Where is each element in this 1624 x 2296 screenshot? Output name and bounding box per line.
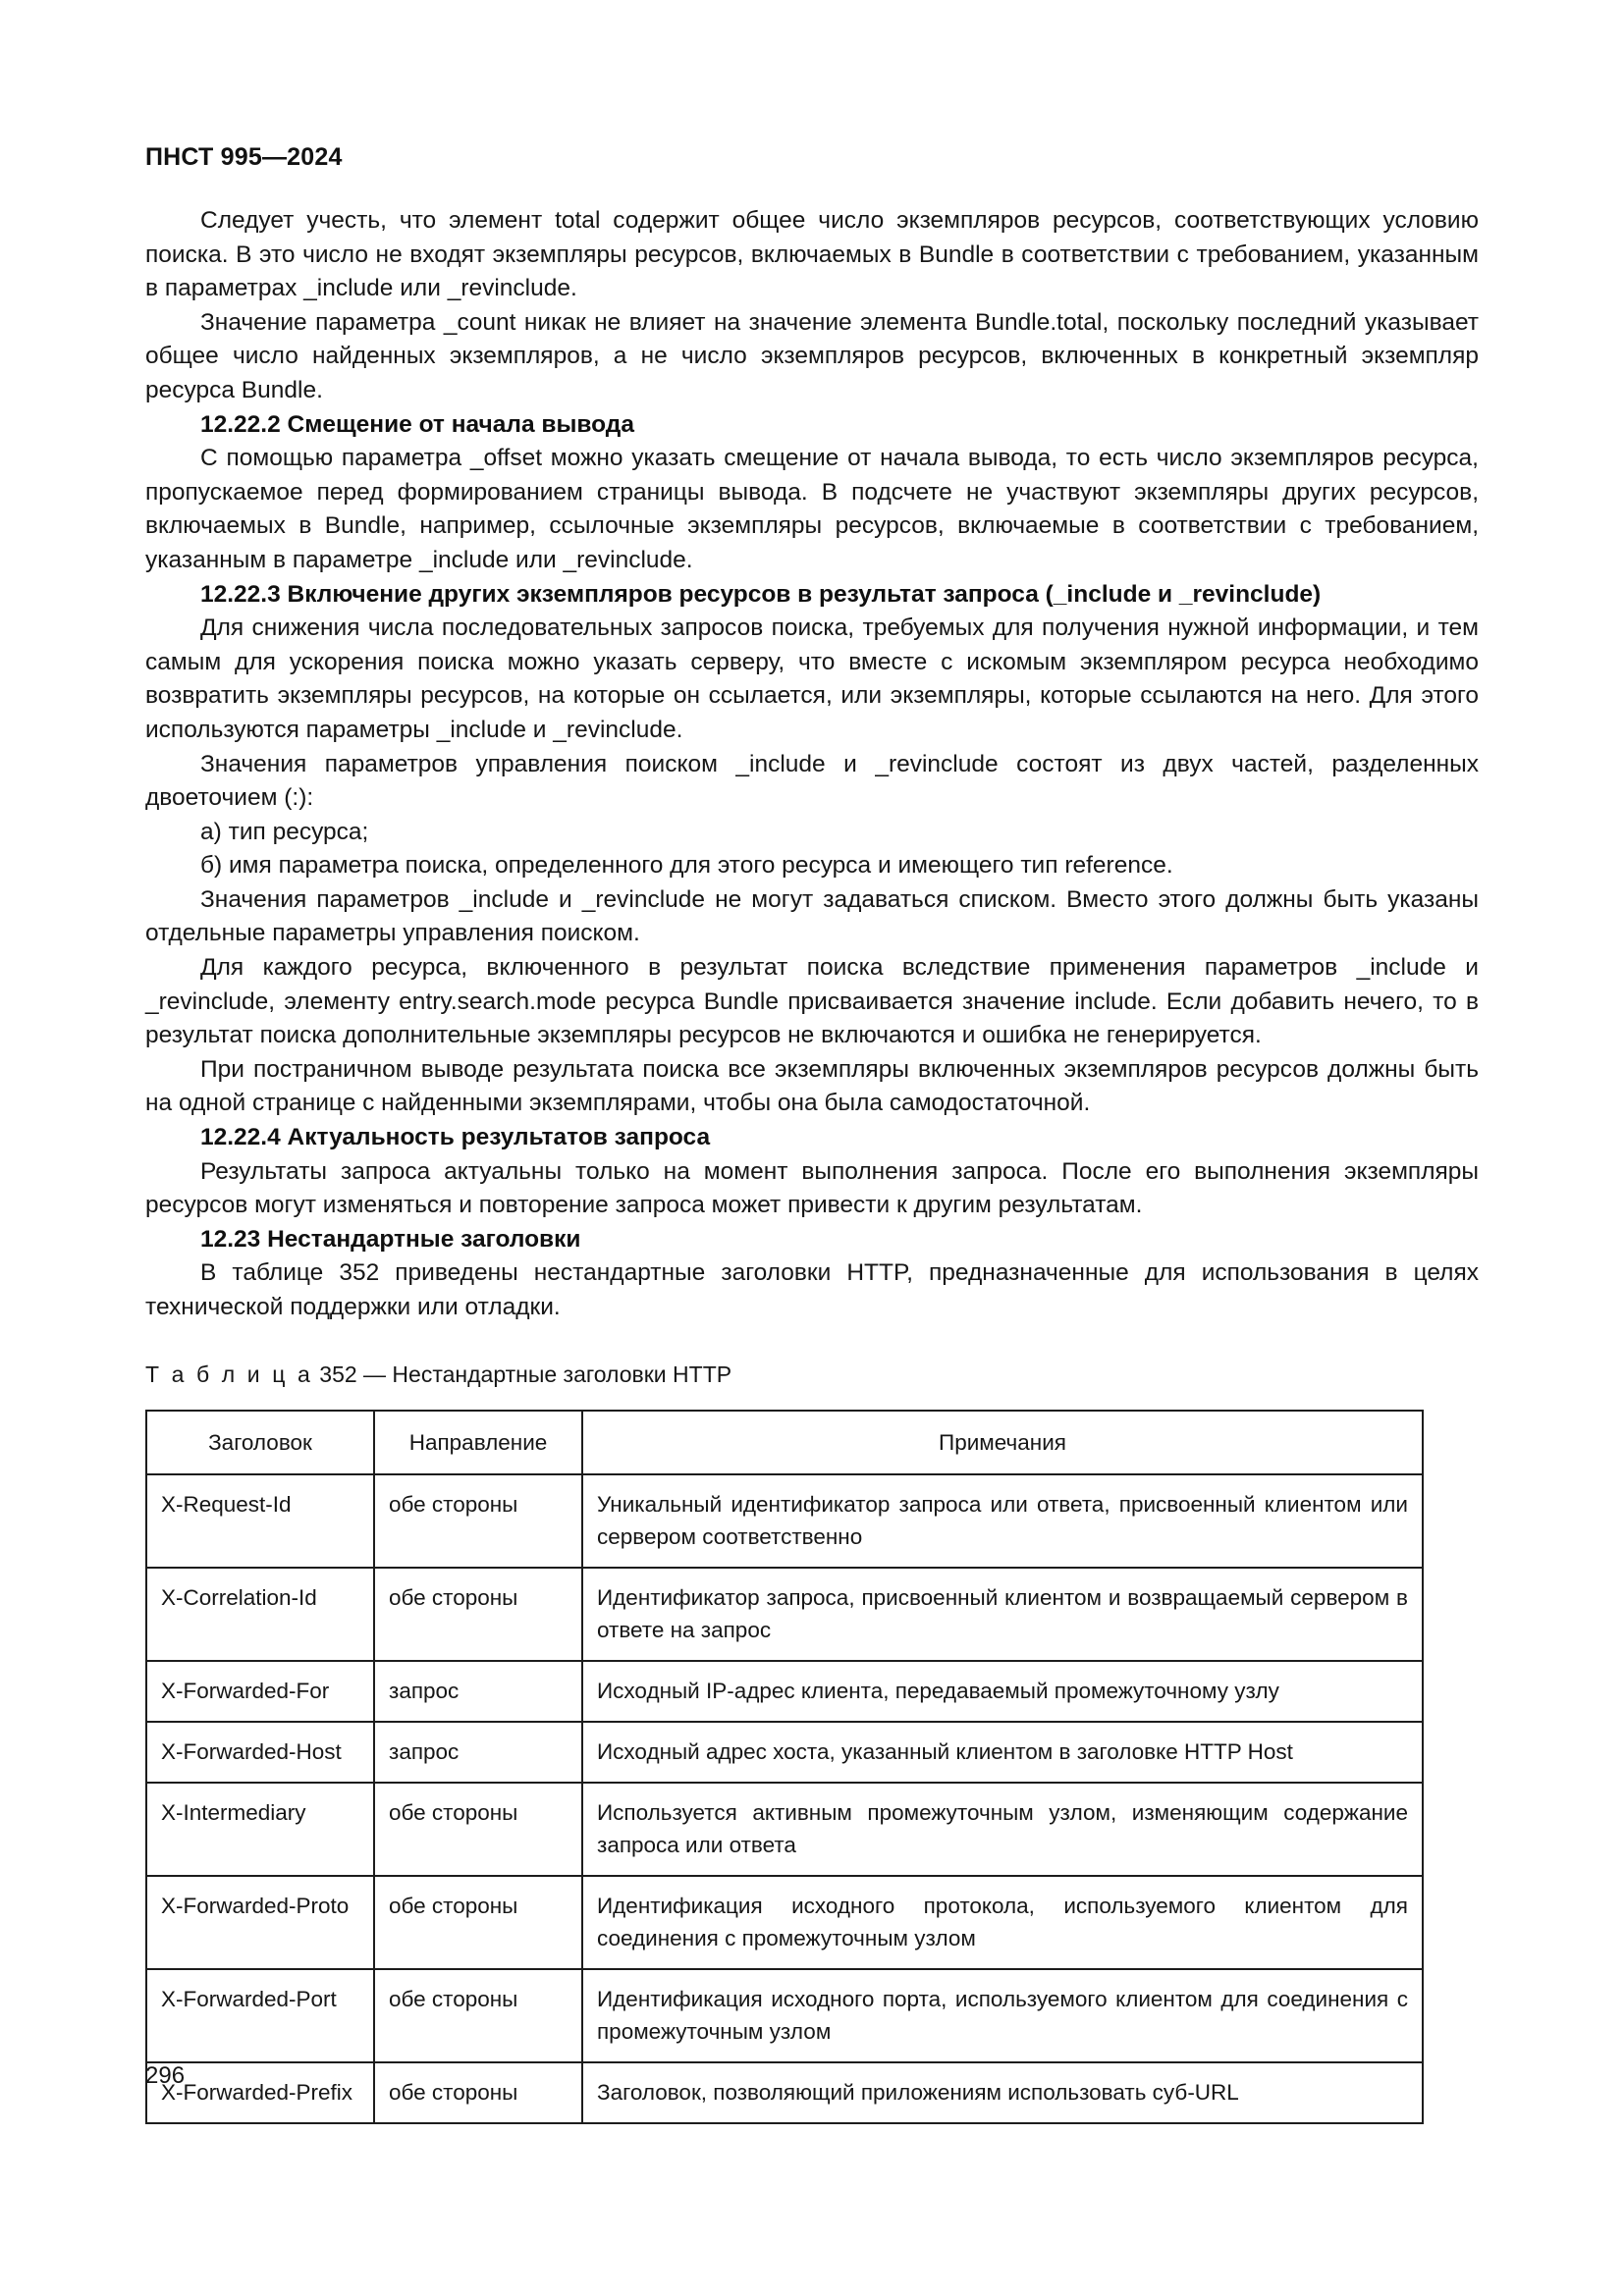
cell-header-name: X-Forwarded-Prefix: [146, 2062, 374, 2123]
table-caption: [145, 1325, 1479, 1406]
cell-notes: Идентификация исходного порта, используемого клиентом для соединения с промежуточным узлом: [582, 1969, 1423, 2062]
table-body: [146, 1474, 1423, 2123]
table-row: [146, 1783, 1423, 1876]
column-header-direction: Направление: [374, 1411, 582, 1474]
cell-notes: Исходный адрес хоста, указанный клиентом в заголовке HTTP Host: [582, 1722, 1423, 1783]
cell-header-name: X-Forwarded-Proto: [146, 1876, 374, 1969]
section-heading: 12.22.2 Смещение от начала вывода: [200, 410, 634, 438]
column-header-notes: Примечания: [582, 1411, 1423, 1474]
paragraph-list: [145, 204, 1479, 1325]
body-paragraph: Значения параметров _include и _revinclude не могут задаваться списком. Вместо этого должны быть указаны отдельные параметры управления поиском.: [145, 885, 1479, 947]
cell-header-name: X-Intermediary: [146, 1783, 374, 1876]
column-header-name: Заголовок: [146, 1411, 374, 1474]
table-caption-label: Т а б л и ц а: [145, 1361, 313, 1387]
cell-notes: Идентификатор запроса, присвоенный клиентом и возвращаемый сервером в ответе на запрос: [582, 1568, 1423, 1661]
table-row: [146, 1568, 1423, 1661]
cell-notes: Используется активным промежуточным узлом, изменяющим содержание запроса или ответа: [582, 1783, 1423, 1876]
body-paragraph: В таблице 352 приведены нестандартные заголовки HTTP, предназначенные для использования в целях технической поддержки или отладки.: [145, 1259, 1479, 1320]
table-header-row: [146, 1411, 1423, 1474]
table-caption-text: 352 — Нестандартные заголовки HTTP: [319, 1361, 732, 1387]
cell-notes: Идентификация исходного протокола, используемого клиентом для соединения с промежуточным узлом: [582, 1876, 1423, 1969]
cell-notes: Исходный IP-адрес клиента, передаваемый промежуточному узлу: [582, 1661, 1423, 1722]
cell-header-name: X-Forwarded-For: [146, 1661, 374, 1722]
section-heading: 12.22.4 Актуальность результатов запроса: [200, 1124, 711, 1151]
http-headers-table: [145, 1410, 1424, 2124]
section-heading: 12.22.3 Включение других экземпляров ресурсов в результат запроса (_include и _revinclude): [200, 580, 1322, 608]
body-paragraph: Для каждого ресурса, включенного в результат поиска вследствие применения параметров _include и _revinclude, элементу entry.search.mode ресурса Bundle присваивается значение include. Если добавить нечего, то в результат поиска дополнительные экземпляры ресурсов не включаются и ошибка не генерируется.: [145, 954, 1479, 1049]
table-row: [146, 1969, 1423, 2062]
section-heading: 12.23 Нестандартные заголовки: [200, 1225, 581, 1253]
cell-direction: обе стороны: [374, 1474, 582, 1568]
table-row: [146, 1474, 1423, 1568]
cell-direction: запрос: [374, 1722, 582, 1783]
cell-notes: Уникальный идентификатор запроса или ответа, присвоенный клиентом или сервером соответственно: [582, 1474, 1423, 1568]
body-paragraph: Следует учесть, что элемент total содержит общее число экземпляров ресурсов, соответствующих условию поиска. В это число не входят экземпляры ресурсов, включаемых в Bundle в соответствии с требованием, указанным в параметрах _include или _revinclude.: [145, 207, 1479, 302]
document-body: [145, 204, 1479, 2124]
cell-header-name: X-Forwarded-Host: [146, 1722, 374, 1783]
body-paragraph: Результаты запроса актуальны только на момент выполнения запроса. После его выполнения экземпляры ресурсов могут изменяться и повторение запроса может привести к другим результатам.: [145, 1157, 1479, 1219]
cell-direction: обе стороны: [374, 1876, 582, 1969]
cell-direction: обе стороны: [374, 1783, 582, 1876]
body-paragraph: С помощью параметра _offset можно указать смещение от начала вывода, то есть число экземпляров ресурса, пропускаемое перед формированием страницы вывода. В подсчете не участвуют экземпляры других ресурсов, включаемых в Bundle, например, ссылочные экземпляры ресурсов, включаемые в соответствии с требованием, указанным в параметре _include или _revinclude.: [145, 445, 1479, 573]
cell-header-name: X-Correlation-Id: [146, 1568, 374, 1661]
body-paragraph: Для снижения числа последовательных запросов поиска, требуемых для получения нужной информации, и тем самым для ускорения поиска можно указать серверу, что вместе с искомым экземпляром ресурса необходимо возвратить экземпляры ресурсов, на которые он ссылается, или экземпляры, которые ссылаются на него. Для этого используются параметры _include и _revinclude.: [145, 614, 1479, 743]
cell-header-name: X-Forwarded-Port: [146, 1969, 374, 2062]
cell-direction: обе стороны: [374, 1568, 582, 1661]
table-row: [146, 2062, 1423, 2123]
cell-direction: обе стороны: [374, 2062, 582, 2123]
table-head: [146, 1411, 1423, 1474]
body-paragraph: Значение параметра _count никак не влияет на значение элемента Bundle.total, поскольку последний указывает общее число найденных экземпляров, а не число экземпляров ресурсов, включенных в конкретный экземпляр ресурса Bundle.: [145, 308, 1479, 403]
running-head: ПНСТ 995—2024: [145, 143, 343, 171]
cell-header-name: X-Request-Id: [146, 1474, 374, 1568]
table-row: [146, 1722, 1423, 1783]
list-item: а) тип ресурса;: [200, 818, 369, 845]
table-row: [146, 1876, 1423, 1969]
list-item: б) имя параметра поиска, определенного для этого ресурса и имеющего тип reference.: [200, 852, 1173, 880]
body-paragraph: При постраничном выводе результата поиска все экземпляры включенных экземпляров ресурсов должны быть на одной странице с найденными экземплярами, чтобы она была самодостаточной.: [145, 1055, 1479, 1117]
body-paragraph: Значения параметров управления поиском _include и _revinclude состоят из двух частей, разделенных двоеточием (:):: [145, 750, 1479, 812]
table-row: [146, 1661, 1423, 1722]
cell-direction: запрос: [374, 1661, 582, 1722]
cell-direction: обе стороны: [374, 1969, 582, 2062]
cell-notes: Заголовок, позволяющий приложениям использовать суб-URL: [582, 2062, 1423, 2123]
page-number: 296: [145, 2062, 186, 2089]
